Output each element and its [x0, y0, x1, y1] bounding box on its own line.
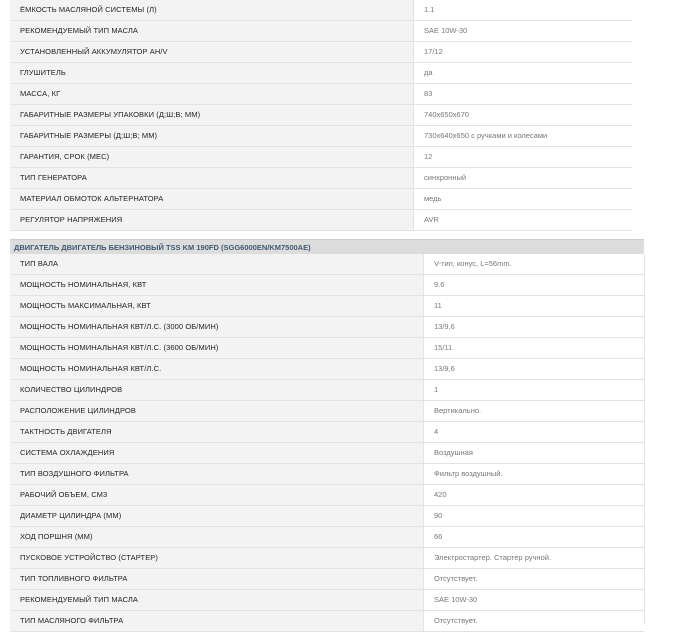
spec-row [10, 296, 644, 317]
spec-value: 17/12 [414, 42, 633, 63]
spec-row [10, 21, 632, 42]
spec-row [10, 63, 632, 84]
spec-value: V-тип, конус, L=56mm. [424, 254, 645, 275]
spec-row [10, 254, 644, 275]
spec-label: МОЩНОСТЬ НОМИНАЛЬНАЯ КВТ/Л.С. (3600 ОБ/МИН) [10, 338, 424, 359]
spec-label: ПУСКОВОЕ УСТРОЙСТВО (СТАРТЕР) [10, 548, 424, 569]
spec-value: 15/11 [424, 338, 645, 359]
spec-row [10, 84, 632, 105]
spec-label: ГАБАРИТНЫЕ РАЗМЕРЫ УПАКОВКИ (Д;Ш;В; ММ) [10, 105, 414, 126]
spec-value: SAE 10W-30 [414, 21, 633, 42]
spec-value: 11 [424, 296, 645, 317]
spec-value: 66 [424, 527, 645, 548]
spec-value: Электростартер. Стартер ручной. [424, 548, 645, 569]
spec-value: 90 [424, 506, 645, 527]
general-specs-table [10, 0, 632, 231]
spec-row [10, 506, 644, 527]
spec-row [10, 210, 632, 231]
spec-row [10, 126, 632, 147]
spec-row [10, 275, 644, 296]
spec-row [10, 590, 644, 611]
spec-value: Фильтр воздушный. [424, 464, 645, 485]
spec-row [10, 338, 644, 359]
spec-label: РЕКОМЕНДУЕМЫЙ ТИП МАСЛА [10, 590, 424, 611]
spec-label: РАСПОЛОЖЕНИЕ ЦИЛИНДРОВ [10, 401, 424, 422]
spec-label: ДИАМЕТР ЦИЛИНДРА (ММ) [10, 506, 424, 527]
spec-value: 730x640x650 с ручками и колесами [414, 126, 633, 147]
spec-value: 4 [424, 422, 645, 443]
spec-label: КОЛИЧЕСТВО ЦИЛИНДРОВ [10, 380, 424, 401]
spec-value: синхронный [414, 168, 633, 189]
spec-value: медь [414, 189, 633, 210]
spec-label: СИСТЕМА ОХЛАЖДЕНИЯ [10, 443, 424, 464]
engine-specs-table [10, 254, 644, 632]
spec-label: ГАРАНТИЯ, СРОК (МЕС) [10, 147, 414, 168]
spec-row [10, 0, 632, 21]
spec-label: ГЛУШИТЕЛЬ [10, 63, 414, 84]
engine-section-header: ДВИГАТЕЛЬ ДВИГАТЕЛЬ БЕНЗИНОВЫЙ TSS KM 190FD (SGG6000EN/KM7500AE) [10, 239, 644, 254]
spec-label: МОЩНОСТЬ НОМИНАЛЬНАЯ, КВТ [10, 275, 424, 296]
spec-label: ТИП ТОПЛИВНОГО ФИЛЬТРА [10, 569, 424, 590]
spec-row [10, 569, 644, 590]
spec-row [10, 527, 644, 548]
spec-label: МОЩНОСТЬ МАКСИМАЛЬНАЯ, КВТ [10, 296, 424, 317]
spec-label: ТИП ГЕНЕРАТОРА [10, 168, 414, 189]
spec-row [10, 611, 644, 632]
spec-row [10, 105, 632, 126]
spec-value: Отсутствует. [424, 569, 645, 590]
spec-row [10, 548, 644, 569]
spec-row [10, 464, 644, 485]
spec-row [10, 189, 632, 210]
spec-value: Воздушная [424, 443, 645, 464]
spec-value: 1.1 [414, 0, 633, 21]
spec-label: ЁМКОСТЬ МАСЛЯНОЙ СИСТЕМЫ (Л) [10, 0, 414, 21]
spec-value: 12 [414, 147, 633, 168]
spec-value: AVR [414, 210, 633, 231]
spec-row [10, 380, 644, 401]
spec-label: ТАКТНОСТЬ ДВИГАТЕЛЯ [10, 422, 424, 443]
spec-row [10, 147, 632, 168]
spec-value: Вертикально. [424, 401, 645, 422]
spec-row [10, 168, 632, 189]
spec-value: 1 [424, 380, 645, 401]
spec-label: РАБОЧИЙ ОБЪЕМ, СМ3 [10, 485, 424, 506]
spec-value: 83 [414, 84, 633, 105]
spec-value: да [414, 63, 633, 84]
spec-value: 740x650x670 [414, 105, 633, 126]
table-right-border [644, 254, 645, 624]
spec-label: МАТЕРИАЛ ОБМОТОК АЛЬТЕРНАТОРА [10, 189, 414, 210]
spec-row [10, 401, 644, 422]
spec-label: РЕКОМЕНДУЕМЫЙ ТИП МАСЛА [10, 21, 414, 42]
spec-row [10, 317, 644, 338]
spec-label: ТИП МАСЛЯНОГО ФИЛЬТРА [10, 611, 424, 632]
spec-label: МОЩНОСТЬ НОМИНАЛЬНАЯ КВТ/Л.С. (3000 ОБ/МИН) [10, 317, 424, 338]
spec-value: Отсутствует. [424, 611, 645, 632]
spec-value: 13/9,6 [424, 317, 645, 338]
spec-value: 420 [424, 485, 645, 506]
spec-label: УСТАНОВЛЕННЫЙ АККУМУЛЯТОР AH/V [10, 42, 414, 63]
spec-value: 13/9,6 [424, 359, 645, 380]
spec-label: МАССА, КГ [10, 84, 414, 105]
spec-row [10, 443, 644, 464]
spec-row [10, 42, 632, 63]
spec-label: МОЩНОСТЬ НОМИНАЛЬНАЯ КВТ/Л.С. [10, 359, 424, 380]
spec-label: ТИП ВАЛА [10, 254, 424, 275]
spec-label: РЕГУЛЯТОР НАПРЯЖЕНИЯ [10, 210, 414, 231]
spec-value: 9.6 [424, 275, 645, 296]
spec-label: ХОД ПОРШНЯ (ММ) [10, 527, 424, 548]
spec-label: ТИП ВОЗДУШНОГО ФИЛЬТРА [10, 464, 424, 485]
spec-row [10, 359, 644, 380]
spec-label: ГАБАРИТНЫЕ РАЗМЕРЫ (Д;Ш;В; ММ) [10, 126, 414, 147]
spec-row [10, 485, 644, 506]
spec-row [10, 422, 644, 443]
spec-value: SAE 10W-30 [424, 590, 645, 611]
